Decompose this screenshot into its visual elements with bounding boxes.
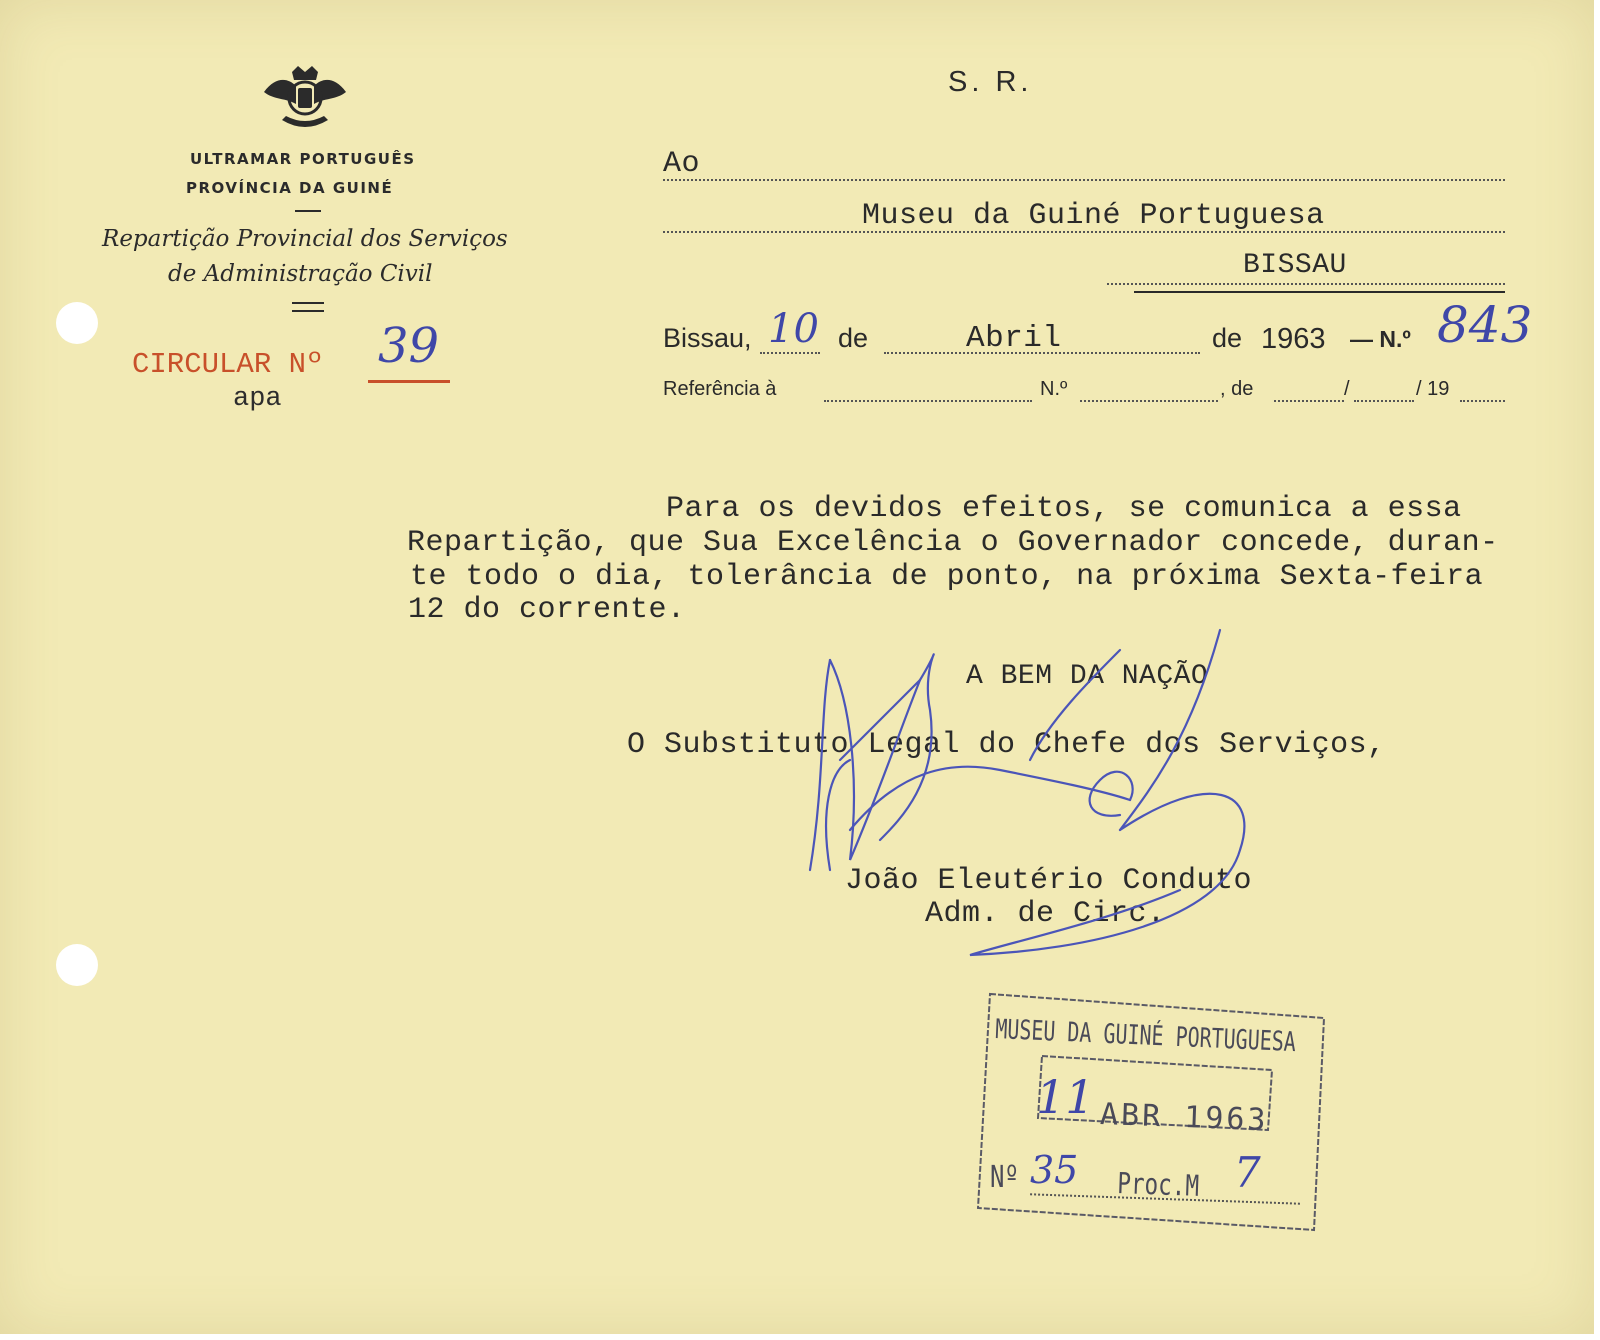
date-place: Bissau, xyxy=(663,323,752,353)
reference-dots-4 xyxy=(1354,400,1414,402)
stamp-header: MUSEU DA GUINÉ PORTUGUESA xyxy=(994,1014,1297,1059)
date-month-dots xyxy=(884,352,1200,354)
signatory-name: João Eleutério Conduto xyxy=(845,864,1253,898)
stamp-date: ABR 1963 xyxy=(1099,1097,1270,1138)
punch-hole-top xyxy=(56,302,98,344)
document-number-label: — N.º xyxy=(1350,326,1411,352)
reference-dots-5 xyxy=(1460,400,1505,402)
date-day-dots xyxy=(760,352,820,354)
punch-hole-bottom xyxy=(56,944,98,986)
reference-dots-1 xyxy=(824,400,1032,402)
circular-number: 39 xyxy=(378,318,440,374)
reference-de: , de xyxy=(1220,378,1254,400)
body-line-2: Repartição, que Sua Excelência o Governador concede, duran- xyxy=(407,526,1499,560)
circular-label: CIRCULAR Nº xyxy=(132,348,324,381)
reference-slash: / xyxy=(1344,378,1350,400)
stamp-no-label: Nº xyxy=(990,1160,1019,1195)
circular-number-underline xyxy=(368,380,450,383)
date-month: Abril xyxy=(966,321,1062,356)
sr-mark: S. R. xyxy=(948,66,1033,98)
circular-code: apa xyxy=(233,384,282,414)
signatory-title: O Substituto Legal do Chefe dos Serviços, xyxy=(627,728,1386,762)
letterhead-line1: ULTRAMAR PORTUGUÊS xyxy=(190,150,416,168)
document-number: 843 xyxy=(1437,296,1533,354)
address-recipient: Museu da Guiné Portuguesa xyxy=(862,199,1325,233)
stamp-day: 11 xyxy=(1036,1070,1095,1124)
body-line-1: Para os devidos efeitos, se comunica a essa xyxy=(666,492,1462,526)
divider-short xyxy=(295,210,321,212)
department-line1: Repartição Provincial dos Serviços xyxy=(102,226,508,252)
body-line-4: 12 do corrente. xyxy=(408,593,686,627)
coat-of-arms-icon xyxy=(262,64,348,136)
body-line-3: te todo o dia, tolerância de ponto, na próxima Sexta-feira xyxy=(410,560,1484,594)
address-ao: Ao xyxy=(663,147,701,181)
stamp-no-value: 35 xyxy=(1030,1148,1079,1192)
reference-no: N.º xyxy=(1040,378,1068,400)
date-year: 1963 xyxy=(1261,323,1326,355)
address-city: BISSAU xyxy=(1243,250,1347,281)
department-line2: de Administração Civil xyxy=(168,261,433,287)
signatory-role: Adm. de Circ. xyxy=(925,897,1166,931)
date-de2: de xyxy=(1212,323,1243,353)
reference-dots-3 xyxy=(1274,400,1344,402)
letterhead-line2: PROVÍNCIA DA GUINÉ xyxy=(186,179,394,197)
address-solid-line xyxy=(1134,291,1505,293)
date-de1: de xyxy=(838,323,869,353)
stamp-proc-label: Proc.M xyxy=(1116,1166,1200,1203)
double-divider xyxy=(292,302,324,312)
address-line-3 xyxy=(1107,283,1505,285)
address-line-2 xyxy=(663,231,1505,233)
signature-scribble xyxy=(790,620,1290,980)
closing-salutation: A BEM DA NAÇÃO xyxy=(966,661,1209,692)
stamp-proc-value: 7 xyxy=(1234,1148,1261,1197)
address-line-1 xyxy=(663,179,1505,181)
date-day: 10 xyxy=(768,306,819,352)
reference-dots-2 xyxy=(1080,400,1218,402)
reference-year-prefix: / 19 xyxy=(1416,378,1450,400)
reference-label: Referência à xyxy=(663,378,777,400)
